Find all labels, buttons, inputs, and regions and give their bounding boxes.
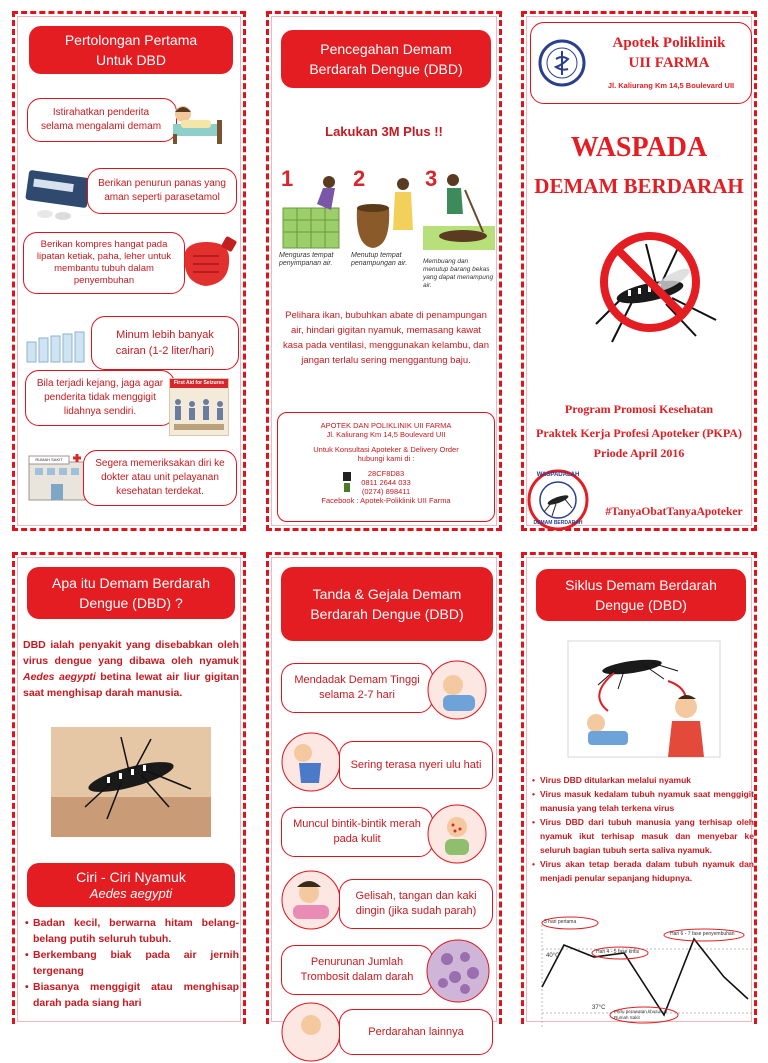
stomach-pain-icon [279, 731, 343, 793]
badge-text-bottom: DEMAM BERDARAH [533, 520, 583, 526]
symptom-restless: Gelisah, tangan dan kaki dingin (jika sudah parah) [339, 879, 493, 929]
first-aid-poster [169, 378, 229, 436]
cover-container-icon [351, 170, 423, 250]
first-aid-item-drink: Minum lebih banyak cairan (1-2 liter/hari) [91, 316, 239, 370]
hashtag: #TanyaObatTanyaApoteker [605, 506, 743, 518]
hot-water-bag-icon [175, 232, 239, 292]
no-mosquito-icon [586, 224, 732, 356]
pharmacy-address: Jl. Kaliurang Km 14,5 Boulevard UII [607, 81, 735, 90]
what-is-title: Apa itu Demam Berdarah Dengue (DBD) ? [27, 567, 235, 619]
first-aid-title: Pertolongan Pertama Untuk DBD [29, 26, 233, 74]
symptom-fever: Mendadak Demam Tinggi selama 2-7 hari [281, 663, 433, 713]
water-glasses-icon [23, 326, 93, 366]
prevention-title: Pencegahan Demam Berdarah Dengue (DBD) [281, 30, 491, 88]
pharmacy-name-1: Apotek Poliklinik [612, 35, 726, 51]
label-day3: 3 hari pertama [544, 919, 577, 925]
drain-water-icon [279, 170, 351, 250]
badge-text-top: WASPADALAH [536, 472, 580, 478]
panel-what-is-dbd [12, 552, 246, 1024]
list-item: • Virus akan tetap berada dalam tubuh nyamuk dan menjadi penular sepanjang hidupnya. [532, 857, 754, 885]
cycle-title: Siklus Demam Berdarah Dengue (DBD) [536, 569, 746, 621]
pharmacy-logo [537, 37, 587, 89]
pkpa-title: Praktek Kerja Profesi Apoteker (PKPA) [536, 426, 742, 440]
list-item: • Virus DBD ditularkan melalui nyamuk [532, 773, 754, 787]
dbd-definition [23, 637, 239, 701]
label-day67: Hari 6 - 7 fase penyembuhan [670, 931, 735, 937]
step-number: 1 [281, 166, 294, 191]
cover-title: WASPADA [570, 132, 708, 163]
cover-subtitle: DEMAM BERDARAH [534, 174, 744, 198]
panel-symptoms [266, 552, 502, 1038]
bury-items-icon [423, 170, 495, 250]
panel-first-aid [12, 11, 246, 531]
step-number: 2 [353, 166, 366, 191]
label-37c: 37°C [592, 1005, 606, 1011]
period-title: Priode April 2016 [593, 446, 685, 460]
hospital-building-icon [25, 452, 89, 502]
facebook-link: Facebook : Apotek-Poliklinik UII Farma [321, 496, 451, 505]
list-item: • Badan kecil, berwarna hitam belang-belang putih seluruh tubuh. [25, 915, 239, 947]
cycle-list [532, 773, 754, 885]
symptom-bleeding: Perdarahan lainnya [339, 1009, 493, 1055]
step-caption: Menutup tempat penampungan air. [351, 252, 408, 267]
ciri-list [25, 915, 239, 1011]
first-aid-item-seizure: Bila terjadi kejang, jaga agar penderita tidak menggigit lidahnya sendiri. [25, 370, 175, 426]
phone-1: 0811 2644 033 [361, 478, 411, 487]
blood-cells-icon [425, 939, 491, 1003]
prevention-subtitle: Lakukan 3M Plus !! [325, 124, 443, 139]
contact-address: Jl. Kaliurang Km 14,5 Boulevard UII [326, 430, 446, 439]
first-aid-poster-label: First Aid for Seizures [170, 379, 228, 388]
symptoms-title: Tanda & Gejala Demam Berdarah Dengue (DBD) [281, 567, 493, 641]
ciri-title-box [27, 863, 235, 907]
ciri-subtitle: Aedes aegypti [89, 886, 173, 901]
step-3m-3 [423, 164, 495, 288]
symptom-red-spots: Muncul bintik-bintik merah pada kulit [281, 807, 433, 857]
label-hospital: Perlu perawatan khusus di Rumah Sakit [614, 1009, 668, 1020]
first-aid-item-rest: Istirahatkan penderita selama mengalami demam [27, 98, 177, 142]
dbd-definition-species: Aedes aegypti [23, 671, 96, 683]
first-aid-item-doctor: Segera memeriksakan diri ke dokter atau unit pelayanan kesehatan terdekat. [83, 450, 237, 506]
step-3m-2 [351, 164, 423, 288]
bed-rest-icon [167, 100, 227, 148]
hospital-sign: RUMAH SAKIT [35, 457, 63, 462]
pharmacy-header [530, 22, 752, 104]
list-item: • Biasanya menggigit atau menghisap darah pada siang hari [25, 979, 239, 1011]
phone-icon [342, 471, 352, 493]
list-item: • Virus masuk kedalam tubuh nyamuk saat menggigit manusia yang telah terkena virus [532, 787, 754, 815]
contact-box [277, 412, 495, 522]
list-item: • Berkembang biak pada air jernih tergenang [25, 947, 239, 979]
dbd-definition-part2: betina lewat air liur gigitan saat menghisap darah manusia. [23, 671, 240, 699]
first-aid-item-paracetamol: Berikan penurun panas yang aman seperti parasetamol [87, 168, 237, 214]
prevention-body: Pelihara ikan, bubuhkan abate di penampungan air, hindari gigitan nyamuk, memasang kawat kasa pada ventilasi, menggunakan kelambu, dan jangan terlalu sering menggantung baju. [283, 310, 489, 366]
first-aid-item-compress: Berikan kompres hangat pada lipatan ketiak, paha, leher untuk membantu tubuh dalam penyembuhan [23, 232, 185, 294]
pharmacy-name-2: UII FARMA [628, 55, 710, 71]
warning-badge [526, 468, 590, 532]
symptom-heartburn: Sering terasa nyeri ulu hati [339, 741, 493, 789]
bleeding-child-icon [279, 1001, 343, 1063]
panel-prevention [266, 11, 502, 531]
transmission-illustration [568, 641, 720, 757]
fever-phase-chart [534, 917, 754, 1027]
phone-2: (0274) 898411 [361, 487, 411, 496]
step-caption: Menguras tempat penyimpanan air. [279, 252, 334, 267]
step-caption: Membuang dan menutup barang bekas yang dapat menampung air. [423, 258, 494, 289]
contact-numbers [278, 469, 494, 496]
step-3m-1 [279, 164, 351, 288]
seizure-people-icon [170, 388, 228, 436]
restless-child-icon [279, 869, 343, 931]
panel-cover [521, 11, 757, 531]
medicine-box-icon [23, 164, 93, 222]
contact-name: APOTEK DAN POLIKLINIK UII FARMA [320, 421, 452, 430]
contact-note: Untuk Konsultasi Apoteker & Delivery Order hubungi kami di : [313, 445, 459, 463]
dbd-definition-part1: DBD ialah penyakit yang disebabkan oleh virus dengue yang dibawa oleh nyamuk [23, 639, 239, 667]
label-day45: Hari 4 - 5 fase kritis [596, 949, 640, 955]
list-item: • Virus DBD dari tubuh manusia yang terhisap oleh nyamuk ikut terhisap masuk dan menyebar ke seluruh bagian tubuh serta saliva nyamuk. [532, 815, 754, 857]
symptom-platelets: Penurunan Jumlah Trombosit dalam darah [281, 945, 433, 995]
red-spots-child-icon [425, 803, 489, 865]
ciri-title: Ciri - Ciri Nyamuk [76, 869, 186, 885]
mosquito-photo [51, 727, 211, 837]
fever-child-icon [425, 659, 489, 721]
label-40c: 40°C [546, 953, 560, 959]
bbm-pin: 28CF8D83 [367, 469, 405, 478]
program-title: Program Promosi Kesehatan [564, 402, 714, 416]
step-number: 3 [425, 166, 438, 191]
panel-cycle [521, 552, 757, 1024]
